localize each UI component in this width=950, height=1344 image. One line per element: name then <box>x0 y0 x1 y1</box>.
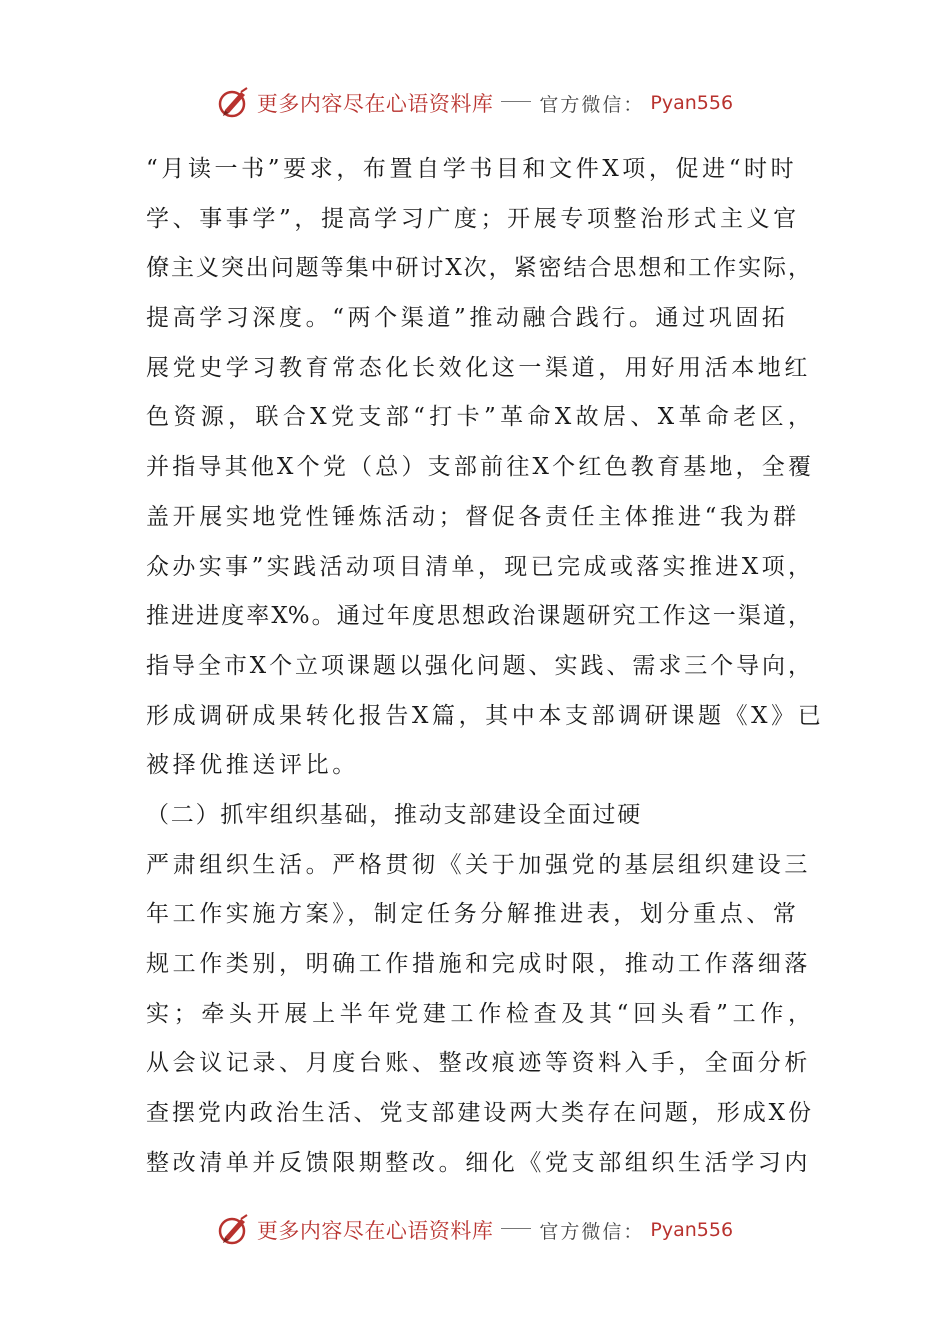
body-line-10: 推进进度率X%。通过年度思想政治课题研究工作这一渠道， <box>146 603 811 630</box>
body-line-8: 盖开展实地党性锤炼活动；督促各责任主体推进“我为群 <box>146 503 800 530</box>
body-line-6: 色资源，联合X党支部“打卡”革命X故居、X革命老区， <box>146 404 811 431</box>
header-watermark <box>0 83 950 123</box>
header-brand-text: 更多内容尽在心语资料库 <box>256 92 494 116</box>
body-line-15: 严肃组织生活。严格贯彻《关于加强党的基层组织建设三 <box>146 851 811 878</box>
body-line-3: 僚主义突出问题等集中研讨X次，紧密结合思想和工作实际， <box>146 255 811 282</box>
header-wechat-id: Pyan556 <box>650 92 734 114</box>
footer-brand-text: 更多内容尽在心语资料库 <box>256 1219 494 1243</box>
body-line-18: 实；牵头开展上半年党建工作检查及其“回头看”工作， <box>146 1000 811 1027</box>
body-line-12: 形成调研成果转化报告X篇，其中本支部调研课题《X》已 <box>146 702 825 729</box>
footer-watermark <box>0 1210 950 1250</box>
pen-logo-icon <box>217 86 251 120</box>
document-body <box>146 145 825 1188</box>
body-line-16: 年工作实施方案》，制定任务分解推进表，划分重点、常 <box>146 901 800 928</box>
footer-sub-text: 官方微信： <box>539 1220 645 1243</box>
body-line-2: 学、事事学”，提高学习广度；开展专项整治形式主义官 <box>146 205 800 232</box>
pen-logo-icon <box>217 1213 251 1247</box>
section-heading: （二）抓牢组织基础，推动支部建设全面过硬 <box>146 801 642 828</box>
body-line-4: 提高学习深度。“两个渠道”推动融合践行。通过巩固拓 <box>146 305 789 332</box>
header-dash <box>501 101 531 102</box>
body-line-9: 众办实事”实践活动项目清单，现已完成或落实推进X项， <box>146 553 811 580</box>
body-line-7: 并指导其他X个党（总）支部前往X个红色教育基地，全覆 <box>146 454 811 481</box>
footer-wechat-id: Pyan556 <box>650 1219 734 1241</box>
body-line-5: 展党史学习教育常态化长效化这一渠道，用好用活本地红 <box>146 354 811 381</box>
body-line-20: 查摆党内政治生活、党支部建设两大类存在问题，形成X份 <box>146 1100 811 1127</box>
body-line-11: 指导全市X个立项课题以强化问题、实践、需求三个导向， <box>146 652 811 679</box>
header-sub-text: 官方微信： <box>539 93 645 116</box>
body-line-13: 被择优推送评比。 <box>146 752 359 779</box>
footer-dash <box>501 1228 531 1229</box>
body-line-21: 整改清单并反馈限期整改。细化《党支部组织生活学习内 <box>146 1149 811 1176</box>
body-line-19: 从会议记录、月度台账、整改痕迹等资料入手，全面分析 <box>146 1050 811 1077</box>
body-line-17: 规工作类别，明确工作措施和完成时限，推动工作落细落 <box>146 951 811 977</box>
body-line-1: “月读一书”要求，布置自学书目和文件X项，促进“时时 <box>146 156 798 182</box>
